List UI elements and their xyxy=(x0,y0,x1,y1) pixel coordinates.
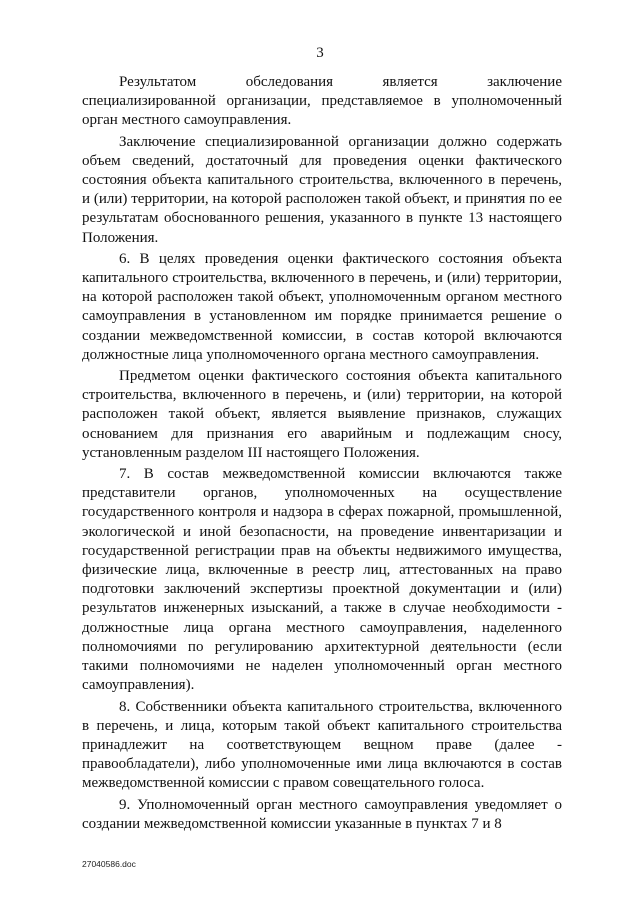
paragraph-survey-result: Результатом обследования является заключение специализированной организации, представляемое в уполномоченный орган местного самоуправления. xyxy=(82,74,562,129)
paragraph-assessment-subject: Предметом оценки фактического состояния объекта капитального строительства, включенного в перечень, и (или) территории, на которой расположен такой объект, является выявление признаков, служащих основанием для признания его аварийным и подлежащим сносу, установленным разделом III настоящего Положения. xyxy=(82,368,562,461)
document-body xyxy=(82,73,562,836)
paragraph-item-9: 9. Уполномоченный орган местного самоуправления уведомляет о создании межведомственной комиссии указанные в пунктах 7 и 8 xyxy=(82,796,562,832)
page-number: 3 xyxy=(316,45,324,61)
paragraph-item-7: 7. В состав межведомственной комиссии включаются также представители органов, уполномоченных на осуществление государственного контроля и надзора в сферах пожарной, промышленной, экологической и иной безопасности, на проведение инвентаризации и государственной регистрации прав на объекты недвижимого имущества, физические лица, включенные в реестр лиц, аттестованных на право подготовки заключений экспертизы проектной документации и (или) результатов инженерных изысканий, а также в случае необходимости - должностные лица органа местного самоуправления, наделенного полномочиями по регулированию архитектурной деятельности (если такими полномочиями не наделен уполномоченный орган местного самоуправления). xyxy=(82,466,562,694)
paragraph-item-8: 8. Собственники объекта капитального строительства, включенного в перечень, и лица, которым такой объект капитального строительства принадлежит на соответствующем вещном праве (далее - правообладатели), либо уполномоченные ими лица включаются в состав межведомственной комиссии с правом совещательного голоса. xyxy=(82,698,562,792)
file-name-footer: 27040586.doc xyxy=(82,859,136,869)
paragraph-conclusion-content: Заключение специализированной организации должно содержать объем сведений, достаточный для проведения оценки фактического состояния объекта капитального строительства, включенного в перечень, и (или) территории, на которой расположен такой объект, и принятия по ее результатам обоснованного решения, указанного в пункте 13 настоящего Положения. xyxy=(82,133,562,246)
paragraph-item-6: 6. В целях проведения оценки фактического состояния объекта капитального строительства, включенного в перечень, и (или) территории, на которой расположен такой объект, уполномоченным органом местного самоуправления в установленном им порядке принимается решение о создании межведомственной комиссии, в состав которой включаются должностные лица уполномоченного органа местного самоуправления. xyxy=(82,250,562,363)
